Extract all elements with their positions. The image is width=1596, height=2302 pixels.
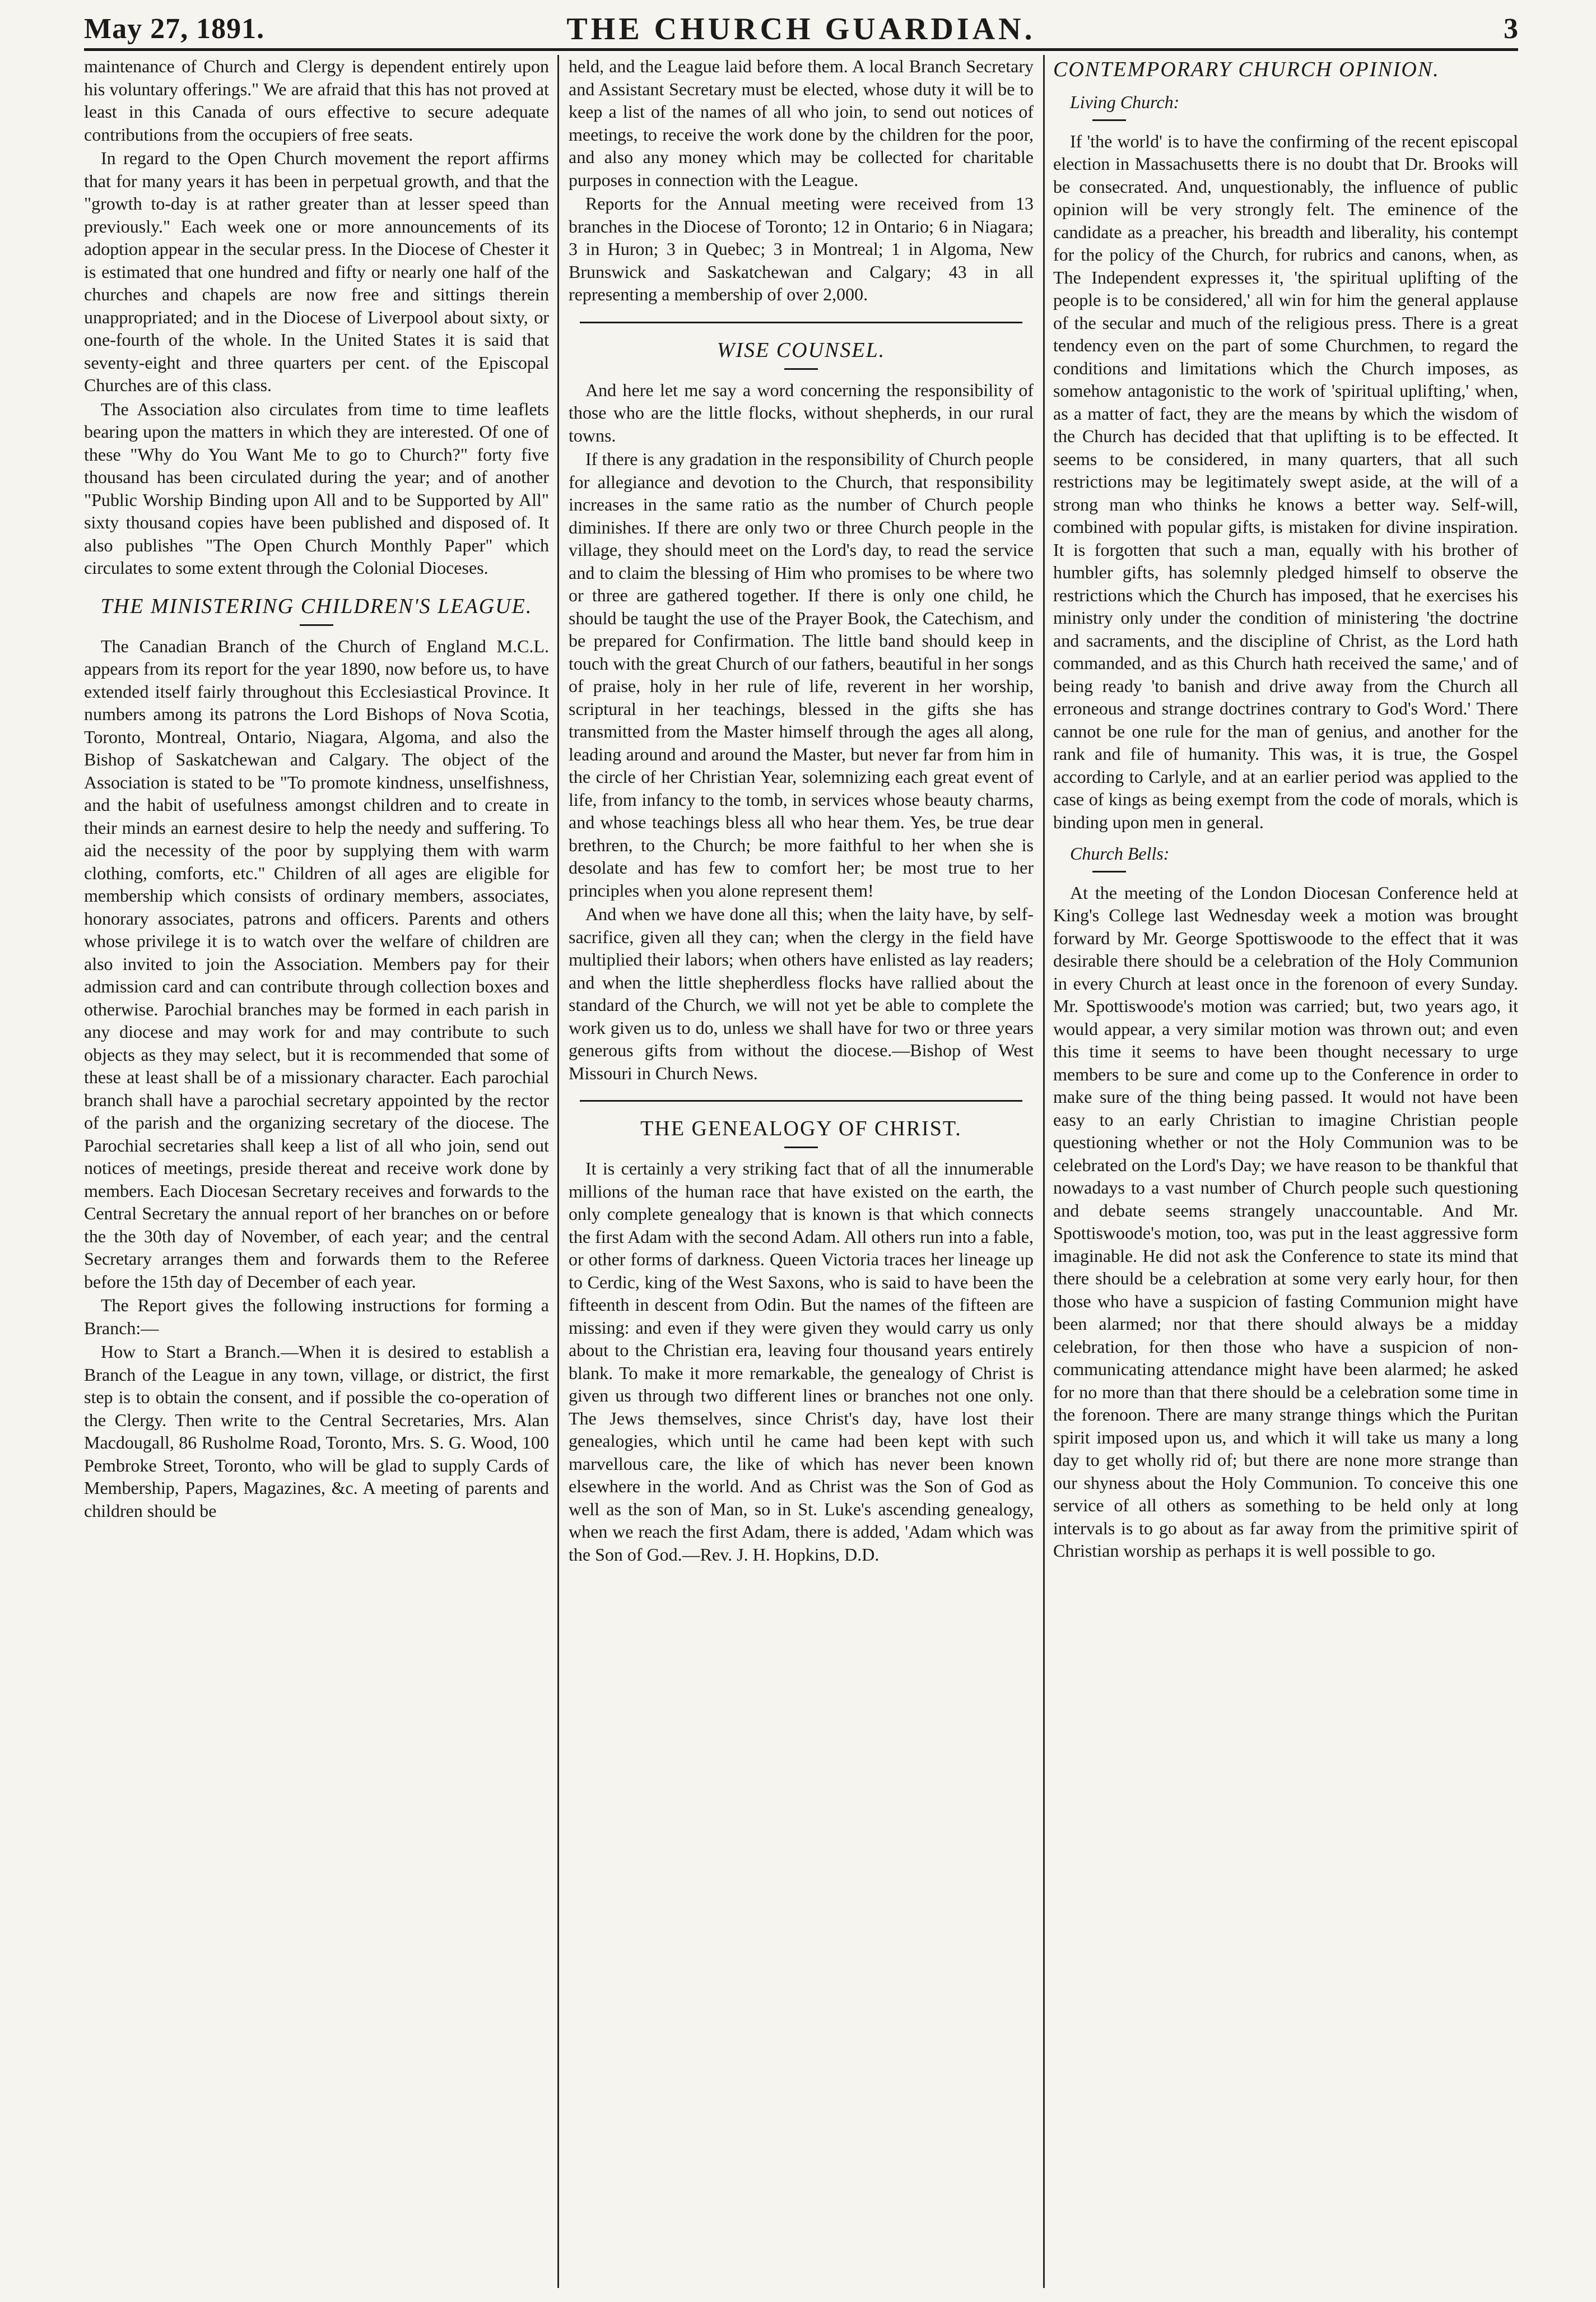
article-paragraph: The Canadian Branch of the Church of England M.C.L. appears from its report for the year 1890, now before us, to have extended itself fairly throughout this Ecclesiastical Province. It numbers among its patrons the Lord Bishops of Nova Scotia, Toronto, Montreal, Ontario, Niagara, Algoma, and also the Bishop of Saskatchewan and Calgary. The object of the Association is stated to be "To promote kindness, unselfishness, and the habit of usefulness amongst children and to create in their minds an earnest desire to help the needy and suffering. To aid the necessity of the poor by supplying them with warm clothing, comforts, etc." Children of all ages are eligible for membership which consists of ordinary members, associates, honorary associates, patrons and officers. Parents and others whose privilege it is to watch over the welfare of children are also invited to join the Association. Members pay for their admission card and can contribute through collection boxes and otherwise. Parochial branches may be formed in each parish in any diocese and may work for and may contribute to such objects as they may select, but it is recommended that some of these at least shall be of a missionary character. Each parochial branch shall have a parochial secretary appointed by the rector of the parish and the organizing secretary of the diocese. The Parochial secretaries shall keep a list of all who join, send out notices of meetings, preside thereat and receive work done by members. Each Diocesan Secretary receives and forwards to the Central Secretary the annual report of her branches on or before the the 30th day of November, of each year; and the central Secretary arranges them and forwards them to the Referee before the 15th day of December of each year. [84, 635, 549, 1292]
heading-rule [1092, 119, 1126, 121]
article-paragraph: In regard to the Open Church movement the report affirms that for many years it has been in perpetual growth, and that the "growth to-day is at rather greater than at lesser speed than previously." Each week one or more announcements of its adoption appear in the secular press. In the Diocese of Chester it is estimated that one hundred and fifty or nearly one half of the churches and chapels are now free and sittings therein unappropriated; and in the Diocese of Liverpool about sixty, or one-fourth of the whole. In the United States it is said that seventy-eight and three quarters per cent. of the Episcopal Churches are of this class. [84, 148, 549, 395]
heading-rule [784, 1147, 818, 1148]
article-paragraph: The Report gives the following instructions for forming a Branch:— [84, 1295, 549, 1338]
heading-rule [1092, 871, 1126, 872]
article-paragraph: Reports for the Annual meeting were received from 13 branches in the Diocese of Toronto; 12 in Ontario; 6 in Niagara; 3 in Huron; 3 in Quebec; 3 in Montreal; 1 in Algoma, New Brunswick and Saskatchewan and Calgary; 43 in all representing a membership of over 2,000. [569, 193, 1034, 304]
article-paragraph: It is certainly a very striking fact that of all the innumerable millions of the human race that have existed on the earth, the only complete genealogy that is known is that which connects the first Adam with the second Adam. All others run into a fable, or other forms of darkness. Queen Victoria traces her lineage up to Cerdic, king of the West Saxons, who is said to have been the fifteenth in descent from Odin. But the names of the fifteen are missing: and even if they were given they would carry us only about to the Christian era, leaving four thousand years entirely blank. To make it more remarkable, the genealogy of Christ is given us through two different lines or branches not one only. The Jews themselves, since Christ's day, have lost their genealogies, which until he came had been kept with such marvellous care, the like of which has never been known elsewhere in the world. And as Christ was the Son of God as well as the son of Man, so in St. Luke's ascending genealogy, when we reach the first Adam, there is added, 'Adam which was the Son of God.—Rev. J. H. Hopkins, D.D. [569, 1158, 1034, 1565]
column-divider [557, 55, 559, 2288]
article-paragraph: maintenance of Church and Clergy is dependent entirely upon his voluntary offerings." We are afraid that this has not proved at least in this Canada of ours effective to secure adequate contributions from the occupiers of free seats. [84, 56, 549, 145]
heading-rule [784, 368, 818, 370]
article-heading: WISE COUNSEL. [716, 338, 886, 362]
source-label: Living Church: [1070, 92, 1180, 112]
section-rule [580, 1100, 1022, 1102]
masthead-title: THE CHURCH GUARDIAN. [566, 12, 1036, 47]
source-label: Church Bells: [1070, 843, 1170, 864]
section-rule [580, 322, 1022, 323]
article-paragraph: If there is any gradation in the responsibility of Church people for allegiance and devotion to the Church, that responsibility increases in the same ratio as the number of Church people diminishes. If there are only two or three Church people in the village, they should meet on the Lord's day, to read the service and to claim the blessing of Him who promises to be where two or three are gathered together. If there is only one child, he should be taught the use of the Prayer Book, the Catechism, and be prepared for Confirmation. The little band should keep in touch with the great Church of our fathers, beautiful in her songs of praise, holy in her rule of life, reverent in her worship, scriptural in her teachings, blessed in the gifts she has transmitted from the Master himself through the ages all along, leading around and around the Master, but never far from him in the circle of her Christian Year, solemnizing each great event of life, from infancy to the tomb, in services whose beauty charms, and whose teachings bless all who hear them. Yes, be true dear brethren, to the Church; be more faithful to her when she is desolate and has few to comfort her; be most true to her principles when you alone represent them! [569, 449, 1034, 901]
column-3 [1053, 55, 1518, 2288]
page-header [84, 8, 1518, 45]
article-heading: CONTEMPORARY CHURCH OPINION. [1053, 58, 1440, 81]
issue-date: May 27, 1891. [84, 13, 265, 45]
column-2 [569, 55, 1034, 2288]
article-paragraph: How to Start a Branch.—When it is desired to establish a Branch of the League in any town, village, or district, the first step is to obtain the consent, and if possible the co-operation of the Clergy. Then write to the Central Secretaries, Mrs. Alan Macdougall, 86 Rusholme Road, Toronto, Mrs. S. G. Wood, 100 Pembroke Street, Toronto, who will be glad to supply Cards of Membership, Papers, Magazines, &c. A meeting of parents and children should be [84, 1342, 549, 1521]
column-divider [1043, 55, 1045, 2288]
article-paragraph: And when we have done all this; when the laity have, by self-sacrifice, given all they can; when the clergy in the field have multiplied their labors; when others have enlisted as lay readers; and when the little shepherdless flocks have rallied about the standard of the Church, we will not yet be able to complete the work given us to do, unless we shall have for two or three years generous gifts from without the diocese.—Bishop of West Missouri in Church News. [569, 904, 1034, 1083]
article-paragraph: And here let me say a word concerning the responsibility of those who are the little flocks, without shepherds, in our rural towns. [569, 379, 1034, 445]
article-paragraph: The Association also circulates from time to time leaflets bearing upon the matters in which they are interested. Of one of these "Why do You Want Me to go to Church?" forty five thousand has been circulated during the year; and of another "Public Worship Binding upon All and to be Supported by All" sixty thousand copies have been published and disposed of. It also publishes "The Open Church Monthly Paper" which circulates to some extent through the Colonial Dioceses. [84, 398, 549, 578]
article-heading: THE GENEALOGY OF CHRIST. [640, 1117, 962, 1140]
column-1 [84, 55, 549, 2288]
article-paragraph: held, and the League laid before them. A local Branch Secretary and Assistant Secretary must be elected, whose duty it will be to keep a list of the names of all who join, to send out notices of meetings, to receive the work done by the children for the poor, and also any money which may be collected for charitable purposes in connection with the League. [569, 56, 1034, 190]
page-number: 3 [1504, 13, 1518, 45]
article-heading: THE MINISTERING CHILDREN'S LEAGUE. [100, 594, 533, 618]
article-paragraph: At the meeting of the London Diocesan Conference held at King's College last Wednesday week a motion was brought forward by Mr. George Spottiswoode to the effect that it was desirable there should be a celebration of the Holy Communion in every Church at least once in the forenoon of every Sunday. Mr. Spottiswoode's motion was carried; but, two years ago, it would appear, a very similar motion was thrown out; and even this time it seems to have been thought necessary to urge members to be sure and come up to the Conference in order to make sure of the thing being passed. It would not have been easy to an early Christian to imagine Christian people questioning whether or not the Holy Communion was to be celebrated on the Lord's Day; we have reason to be thankful that nowadays to a vast number of Church people such questioning and debate seems strangely unaccountable. And Mr. Spottiswoode's motion, too, was put in the least aggressive form imaginable. He did not ask the Conference to state its mind that there should be a celebration at some very early hour, for then those who have a suspicion of fasting Communion might have been alarmed; nor that there should always be a midday celebration, for then those who have a suspicion of non-communicating attendance might have been alarmed; he asked for no more than that there should be a celebration some time in the forenoon. There are many strange things which the Puritan spirit imposed upon us, and which it will take us many a long day to get wholly rid of; but there are none more strange than our shyness about the Holy Communion. To conceive this one service of all others as something to be held only at long intervals is to go about as far away from the primitive spirit of Christian worship as perhaps it is well possible to go. [1053, 882, 1518, 1561]
header-rule [84, 48, 1518, 51]
heading-rule [300, 624, 333, 626]
article-paragraph: If 'the world' is to have the confirming of the recent episcopal election in Massachusetts there is no doubt that Dr. Brooks will be consecrated. And, unquestionably, the influence of public opinion will be very strongly felt. The eminence of the candidate as a preacher, his breadth and liberality, his contempt for the policy of the Church, for rubrics and canons, when, as The Independent expresses it, 'the spiritual uplifting of the people is to be considered,' all win for him the general applause of the secular and much of the religious press. There is a great tendency even on the part of some Churchmen, to regard the conditions and limitations which the Church imposes, as somehow antagonistic to the work of 'spiritual uplifting,' when, as a matter of fact, they are the means by which the wisdom of the Church has decided that that uplifting is to be effected. It seems to be considered, in many quarters, that all such restrictions may be legitimately swept aside, at the will of a strong man who thinks he knows a better way. Self-will, combined with popular gifts, is mistaken for divine inspiration. It is forgotten that such a man, equally with his brother of humbler gifts, has solemnly pledged himself to observe the restrictions which the Church has imposed, that he exercises his ministry only under the condition of ministering 'the doctrine and sacraments, and the discipline of Christ, as the Lord hath commanded, and as this Church hath received the same,' and of being ready 'to banish and drive away from the Church all erroneous and strange doctrines contrary to God's Word.' There cannot be one rule for the man of genius, and another for the rank and file of humanity. This was, it is true, the Gospel according to Carlyle, and at an earlier period was applied to the case of kings as being exempt from the code of morals, which is binding upon men in general. [1053, 131, 1518, 832]
